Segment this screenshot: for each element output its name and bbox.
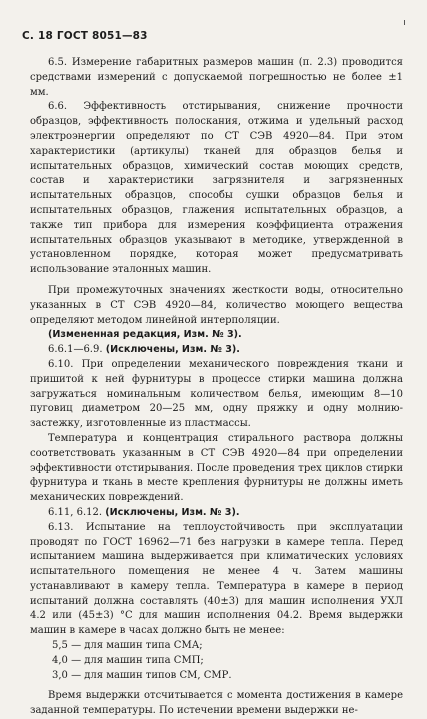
paragraph-interpolation: При промежуточных значениях жесткости воды, относительно указанных в СТ СЭВ 4920—84, количество моющего вещества определяют методом линейной интерполяции. [30, 284, 403, 326]
paragraph-6-6: 6.6. Эффективность отстирывания, снижение прочности образцов, эффективность полоскания, отжима и удельный расход электроэнергии определяют по СТ СЭВ 4920—84. При этом характеристики (артикулы) тканей для образцов белья и испытательных образцов, химический состав моющих средств, состав и характеристики загрязнителя и загрязненных испытательных образцов, способы сушки образцов белья и испытательных образцов, глажения испытательных образцов, а также тип прибора для измерения коэффициента отражения испытательных образцов указывают в методике, утвержденной в установленном порядке, которая может предусматривать использование эталонных машин. [30, 101, 403, 276]
excluded-note-ref: Изм. № 3) [181, 344, 237, 356]
excluded-note: (Исключены, [105, 506, 179, 518]
page-header: С. 18 ГОСТ 8051—83 [22, 30, 148, 42]
list-item: 5,5 — для машин типа СМА; [52, 640, 203, 652]
list-item: 3,0 — для машин типов СМ, СМР. [52, 669, 232, 681]
paragraph-6-13: 6.13. Испытание на теплоустойчивость при эксплуатации проводят по ГОСТ 16962—71 без нагрузки в камере тепла. Перед испытанием машина выдерживается при климатических условиях испытательного помещения не менее 4 ч. Затем машины устанавливают в камеру тепла. Температура в камере в период испытаний должна составлять (40±3) для машин исполнения УХЛ 4.2 или (45±3) °С для машин исполнения 04.2. Время выдержки машин в камере в часах должно быть не менее: [30, 521, 403, 637]
list-item: 4,0 — для машин типа СМП; [52, 654, 204, 666]
scan-mark [404, 20, 405, 25]
excluded-note-ref: Изм. № 3) [181, 506, 236, 518]
paragraph-6-10: 6.10. При определении механического повреждения ткани и пришитой к ней фурнитуры в процессе стирки машина должна загружаться номинальным количеством белья, имеющим 8—10 пуговиц диаметром 20—25 мм, одну пряжку и одну молнию-застежку, изготовленные из пластмассы. [30, 358, 403, 430]
amendment-note: (Измененная редакция, Изм. № 3). [48, 329, 242, 341]
paragraph-6-6-1-6-9: 6.6.1—6.9. (Исключены, Изм. № 3). [48, 344, 240, 356]
amendment-note-text: (Измененная редакция, [48, 329, 181, 341]
exposure-time-list [30, 639, 403, 683]
paragraph-6-11-6-12: 6.11, 6.12. (Исключены, Изм. № 3). [48, 506, 240, 518]
paragraph-exposure-count: Время выдержки отсчитывается с момента достижения в камере заданной температуры. По истечении времени выдержки не- [30, 690, 403, 717]
clause-number: 6.6.1—6.9. [48, 344, 103, 356]
paragraph-6-5: 6.5. Измерение габаритных размеров машин (п. 2.3) проводится средствами измерений с допускаемой погрешностью не более ±1 мм. [30, 57, 403, 98]
paragraph-temperature: Температура и концентрация стирального раствора должны соответствовать указанным в СТ СЭВ 4920—84 при определении эффективности отстирывания. После проведения трех циклов стирки фурнитура и ткань в месте крепления фурнитуры не должны иметь механических повреждений. [30, 432, 403, 504]
amendment-note-ref: Изм. № 3) [183, 329, 239, 341]
clause-number: 6.11, 6.12. [48, 506, 103, 518]
excluded-note: (Исключены, [105, 344, 179, 356]
